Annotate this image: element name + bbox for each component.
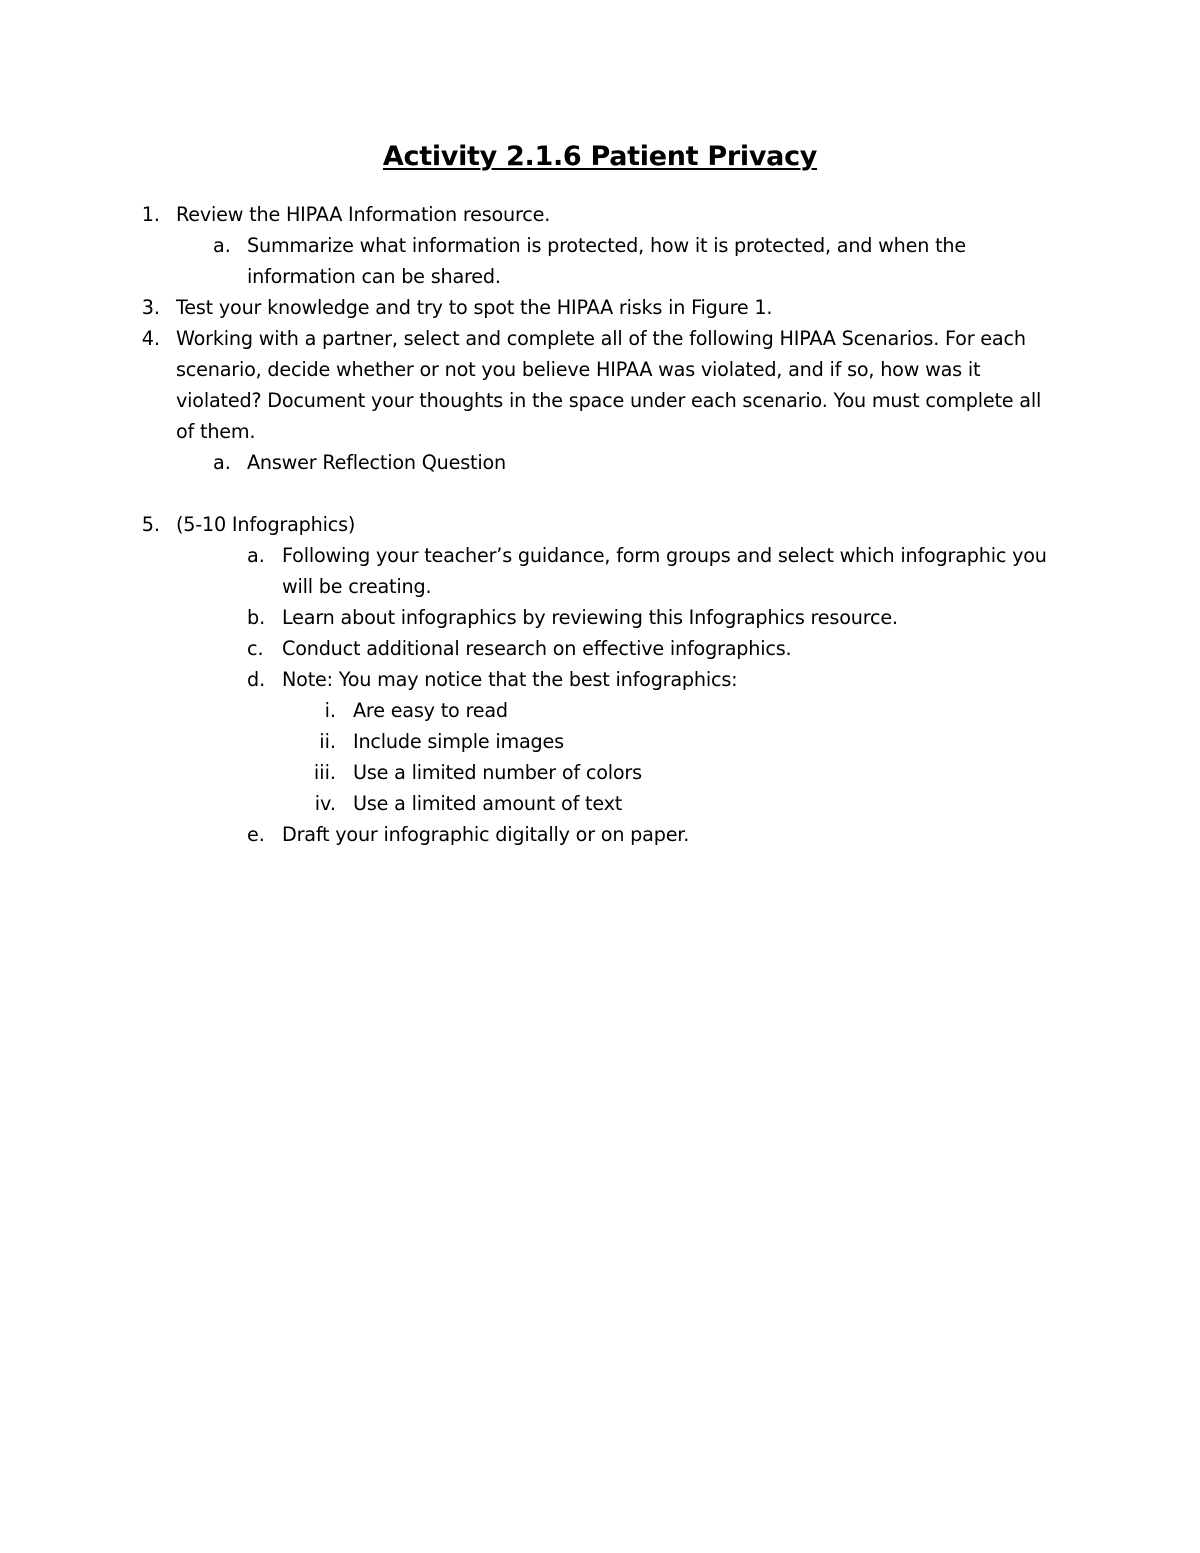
list-item-5-line-1: (5-10 Infographics) (176, 513, 356, 536)
list-item-5a-line-1: Following your teacher’s guidance, form groups and select which infographic you (282, 544, 1047, 567)
list-marker-5d-i: i. (324, 699, 336, 722)
list-item-5b-line-1: Learn about infographics by reviewing this Infographics resource. (282, 606, 898, 629)
list-marker-5e: e. (247, 823, 265, 846)
list-item-1a-line-1: Summarize what information is protected, how it is protected, and when the (247, 234, 966, 257)
list-marker-5d: d. (247, 668, 266, 691)
list-marker-5c: c. (247, 637, 264, 660)
list-marker-5: 5. (141, 513, 160, 536)
list-marker-1a: a. (213, 234, 231, 257)
list-item-4a-line-1: Answer Reflection Question (247, 451, 506, 474)
page-title: Activity 2.1.6 Patient Privacy (382, 141, 818, 172)
list-item-1-line-1: Review the HIPAA Information resource. (176, 203, 551, 226)
list-item-5d-ii-line-1: Include simple images (353, 730, 564, 753)
list-item-5c-line-1: Conduct additional research on effective infographics. (282, 637, 792, 660)
list-marker-5b: b. (247, 606, 266, 629)
list-item-4-line-3: violated? Document your thoughts in the space under each scenario. You must complete all (176, 389, 1042, 412)
list-marker-4: 4. (141, 327, 160, 350)
list-marker-3: 3. (141, 296, 160, 319)
list-item-5d-line-1: Note: You may notice that the best infographics: (282, 668, 738, 691)
list-item-5e-line-1: Draft your infographic digitally or on paper. (282, 823, 690, 846)
list-marker-5d-ii: ii. (319, 730, 336, 753)
list-marker-5d-iii: iii. (313, 761, 336, 784)
list-item-5d-i-line-1: Are easy to read (353, 699, 508, 722)
list-marker-5d-iv: iv. (314, 792, 336, 815)
list-item-1a-line-2: information can be shared. (247, 265, 501, 288)
list-item-4-line-1: Working with a partner, select and complete all of the following HIPAA Scenarios. For each (176, 327, 1026, 350)
list-marker-5a: a. (247, 544, 265, 567)
list-item-5d-iii-line-1: Use a limited number of colors (353, 761, 642, 784)
list-item-4-line-2: scenario, decide whether or not you believe HIPAA was violated, and if so, how was it (176, 358, 981, 381)
list-marker-4a: a. (213, 451, 231, 474)
list-item-3-line-1: Test your knowledge and try to spot the HIPAA risks in Figure 1. (176, 296, 773, 319)
list-item-5d-iv-line-1: Use a limited amount of text (353, 792, 623, 815)
list-item-4-line-4: of them. (176, 420, 256, 443)
list-item-5a-line-2: will be creating. (282, 575, 432, 598)
list-marker-1: 1. (141, 203, 160, 226)
